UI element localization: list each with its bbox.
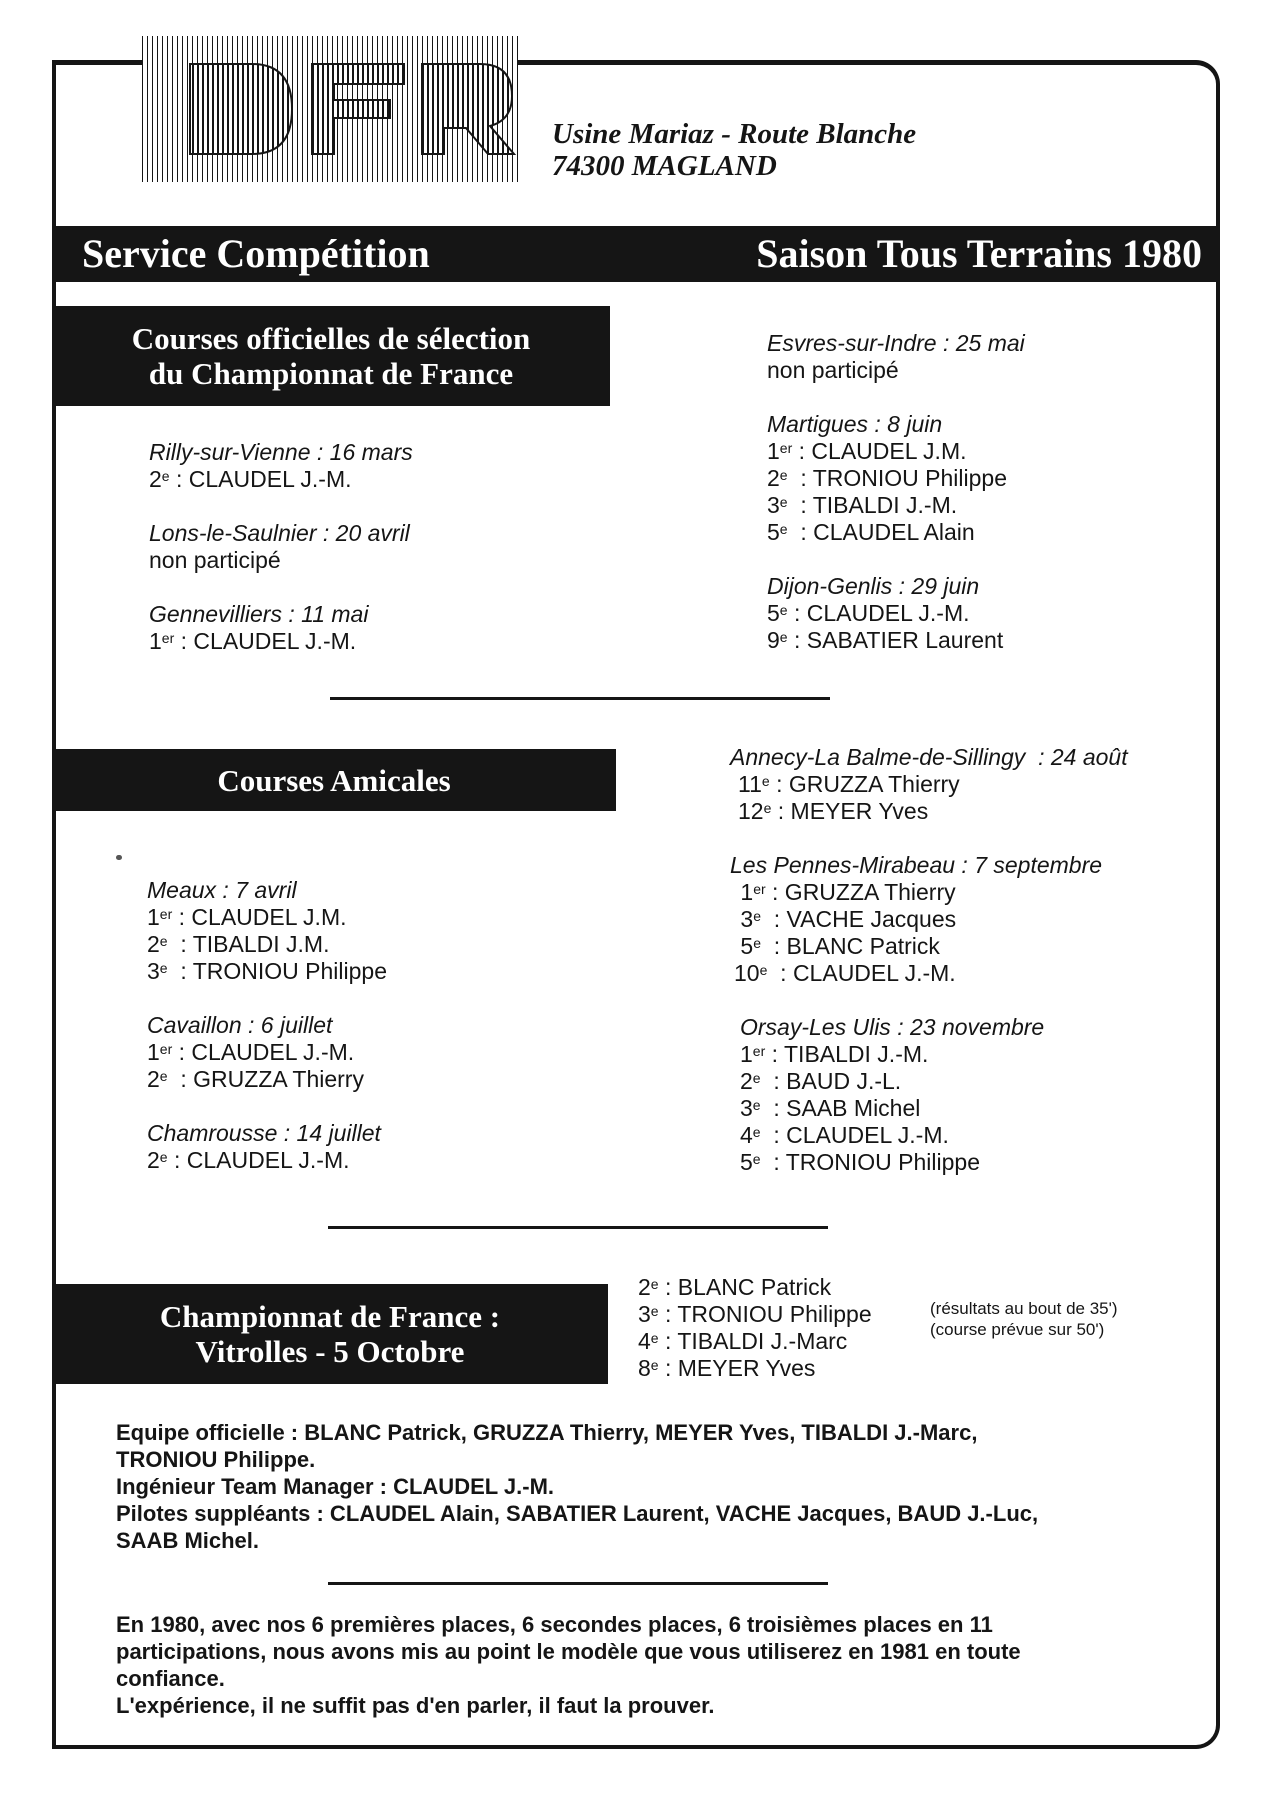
result-line: 3e : TIBALDI J.-M. (767, 492, 958, 518)
result-line: 1er : GRUZZA Thierry (734, 879, 956, 905)
note-line-2: (course prévue sur 50') (930, 1320, 1105, 1339)
result-line: 2e : CLAUDEL J.-M. (147, 1147, 350, 1173)
result-line: 2e : BLANC Patrick (638, 1274, 832, 1300)
result-line: 8e : MEYER Yves (638, 1355, 816, 1381)
race-location: Lons-le-Saulnier : 20 avril (149, 520, 410, 546)
result-line: 2e : CLAUDEL J.-M. (149, 466, 352, 492)
result-group (149, 601, 413, 655)
result-line: 1er : CLAUDEL J.-M. (147, 1039, 355, 1065)
result-group (767, 573, 1025, 654)
result-line: 1er : TIBALDI J.-M. (740, 1041, 929, 1067)
closing-line-1: En 1980, avec nos 6 premières places, 6 secondes places, 6 troisièmes places en 11 (116, 1612, 993, 1637)
official-left-results (149, 439, 413, 655)
team-line-5: SAAB Michel. (116, 1528, 260, 1553)
result-group (767, 411, 1025, 546)
result-group (730, 852, 1128, 987)
race-location: Esvres-sur-Indre : 25 mai (767, 330, 1025, 356)
result-line: 1er : CLAUDEL J.M. (767, 438, 967, 464)
title-banner (52, 226, 1216, 282)
championnat-results (638, 1274, 872, 1382)
result-line: 3e : TRONIOU Philippe (638, 1301, 872, 1327)
address-line-1: Usine Mariaz - Route Blanche (552, 118, 917, 150)
banner-left-title: Service Compétition (82, 231, 430, 276)
address-line-2: 74300 MAGLAND (552, 150, 777, 182)
result-line: 11e : GRUZZA Thierry (738, 771, 960, 797)
closing-paragraph (116, 1611, 1021, 1719)
result-line: 2e : TRONIOU Philippe (767, 465, 1008, 491)
closing-line-4: L'expérience, il ne suffit pas d'en parler, il faut la prouver. (116, 1693, 715, 1718)
result-group (730, 744, 1128, 825)
banner-right-title: Saison Tous Terrains 1980 (756, 231, 1202, 276)
team-line-2: TRONIOU Philippe. (116, 1447, 316, 1472)
championnat-section-heading (52, 1284, 608, 1384)
team-line-3: Ingénieur Team Manager : CLAUDEL J.-M. (116, 1474, 555, 1499)
result-group (147, 1120, 387, 1174)
race-location: Martigues : 8 juin (767, 411, 943, 437)
divider (328, 1582, 828, 1585)
result-line: 3e : SAAB Michel (740, 1095, 921, 1121)
race-location: Meaux : 7 avril (147, 877, 297, 903)
result-line: 2e : BAUD J.-L. (740, 1068, 902, 1094)
result-line: 4e : CLAUDEL J.-M. (740, 1122, 949, 1148)
divider (330, 697, 830, 700)
result-line: 2e : GRUZZA Thierry (147, 1066, 364, 1092)
result-line: 1er : CLAUDEL J.-M. (149, 628, 357, 654)
address-block (552, 118, 916, 182)
race-location: Dijon-Genlis : 29 juin (767, 573, 980, 599)
result-group (149, 439, 413, 493)
official-heading-line-1: Courses officielles de sélection (131, 321, 531, 356)
result-line: 5e : CLAUDEL Alain (767, 519, 975, 545)
result-line: 1er : CLAUDEL J.M. (147, 904, 347, 930)
amicales-section-heading (52, 749, 616, 811)
note-line-1: (résultats au bout de 35') (930, 1299, 1118, 1318)
official-section-heading (52, 306, 610, 406)
race-location: Annecy-La Balme-de-Sillingy : 24 août (730, 744, 1128, 770)
official-right-results (767, 330, 1025, 654)
amicales-right-results (730, 744, 1128, 1176)
team-line-1: Equipe officielle : BLANC Patrick, GRUZZA Thierry, MEYER Yves, TIBALDI J.-Marc, (116, 1420, 978, 1445)
result-group (149, 520, 413, 574)
result-line: 12e : MEYER Yves (738, 798, 929, 824)
ink-speck (116, 855, 122, 860)
result-line: 10e : CLAUDEL J.-M. (734, 960, 956, 986)
result-group (147, 877, 387, 985)
race-note: non participé (149, 547, 281, 573)
race-location: Gennevilliers : 11 mai (149, 601, 369, 627)
result-line: 5e : BLANC Patrick (734, 933, 940, 959)
result-line: 5e : CLAUDEL J.-M. (767, 600, 970, 626)
championnat-heading-line-1: Championnat de France : (159, 1299, 501, 1334)
race-location: Les Pennes-Mirabeau : 7 septembre (730, 852, 1103, 878)
amicales-heading: Courses Amicales (217, 762, 451, 798)
team-paragraph (116, 1419, 1038, 1554)
race-location: Cavaillon : 6 juillet (147, 1012, 333, 1038)
closing-line-3: confiance. (116, 1666, 225, 1691)
result-line: 9e : SABATIER Laurent (767, 627, 1004, 653)
result-group (730, 1014, 1128, 1176)
official-heading-line-2: du Championnat de France (148, 356, 514, 391)
race-location: Chamrousse : 14 juillet (147, 1120, 381, 1146)
amicales-left-results (147, 877, 387, 1174)
championnat-note (930, 1298, 1118, 1340)
result-line: 2e : TIBALDI J.M. (147, 931, 330, 957)
result-line: 4e : TIBALDI J.-Marc (638, 1328, 848, 1354)
result-line: 5e : TRONIOU Philippe (740, 1149, 981, 1175)
race-location: Rilly-sur-Vienne : 16 mars (149, 439, 413, 465)
result-line: 3e : VACHE Jacques (734, 906, 957, 932)
result-group (767, 330, 1025, 384)
championnat-heading-line-2: Vitrolles - 5 Octobre (195, 1334, 465, 1369)
result-line: 3e : TRONIOU Philippe (147, 958, 388, 984)
race-location: Orsay-Les Ulis : 23 novembre (740, 1014, 1045, 1040)
closing-line-2: participations, nous avons mis au point le modèle que vous utiliserez en 1981 en toute (116, 1639, 1021, 1664)
race-note: non participé (767, 357, 899, 383)
divider (328, 1226, 828, 1229)
dfr-logo-icon (142, 36, 518, 182)
result-group (147, 1012, 387, 1093)
team-line-4: Pilotes suppléants : CLAUDEL Alain, SABATIER Laurent, VACHE Jacques, BAUD J.-Luc, (116, 1501, 1039, 1526)
